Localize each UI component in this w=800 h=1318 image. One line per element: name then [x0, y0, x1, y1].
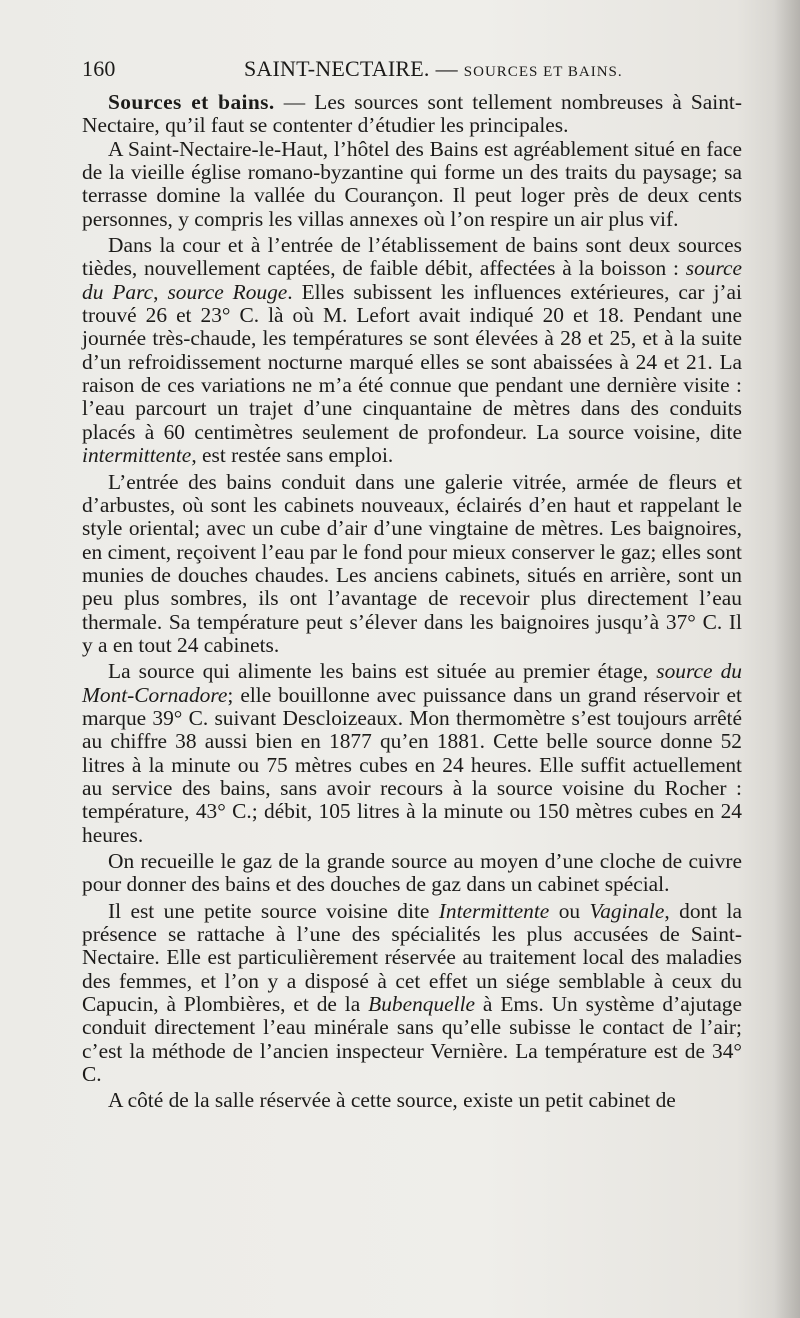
paragraph-text: A Saint-Nectaire-le-Haut, l’hôtel des Bains est agréablement situé en face de la vieille église romano-byzantine qui forme un des traits du paysage; sa terrasse domine la vallée du Courançon. Il peut loger près de deux cents personnes, y compris les villas annexes où l’on respire un air plus vif. [82, 136, 742, 231]
paragraph-text: L’entrée des bains conduit dans une galerie vitrée, armée de fleurs et d’arbustes, où sont les cabinets nouveaux, éclairés d’en haut et rappelant le style oriental; avec un cube d’air d’une vingtaine de mètres. Les baignoires, en ciment, reçoivent l’eau par le fond pour mieux conserver le gaz; elles sont munies de douches chaudes. Les anciens cabinets, situés en arrière, sont un peu plus sombres, ils ont l’avantage de recevoir plus directement l’eau thermale. Sa température peut s’élever dans les baignoires jusqu’à 37° C. Il y a en tout 24 cabinets. [82, 469, 742, 657]
italic-term: source du Mont-Cornadore [82, 659, 742, 707]
running-head-subtitle: SOURCES ET BAINS. [463, 64, 623, 80]
paragraph-text: , [153, 279, 168, 304]
paragraph-cour [82, 234, 742, 467]
running-head-title: SAINT-NECTAIRE. [244, 56, 430, 81]
italic-term: Intermittente [438, 898, 550, 923]
paragraph-text: Il est une petite source voisine dite [108, 898, 439, 923]
italic-term: intermittente [82, 443, 192, 468]
page-header [82, 56, 742, 86]
paragraph-text: ; elle bouillonne avec puissance dans un grand réservoir et marque 39° C. suivant Descloizeaux. Mon thermomètre s’est toujours arrêté au chiffre 38 aussi bien en 1877 qu’en 1881. Cette belle source donne 52 litres à la minute ou 75 mètres cubes en 24 heures. Elle suffit actuellement au service des bains, sans avoir recours à la source voisine du Rocher : température, 43° C.; débit, 105 litres à la minute ou 150 mètres cubes en 24 heures. [82, 682, 742, 847]
paragraph-text: — Les sources sont tellement nombreuses à Saint-Nectaire, qu’il faut se contenter d’étudier les principales. [82, 90, 742, 138]
paragraph-source-bains [82, 660, 742, 847]
spine-shadow [774, 0, 800, 1318]
paragraph-text: à Ems. Un système d’ajutage conduit directement l’eau minérale sans qu’elle subisse le contact de l’air; c’est la méthode de l’ancien inspecteur Vernière. La température est de 34° C. [82, 992, 742, 1087]
paragraph-text: . Elles subissent les influences extérieures, car j’ai trouvé 26 et 23° C. là où M. Lefort avait indiqué 20 et 18. Pendant une journée très-chaude, les températures se sont élevées à 28 et 25, et à la suite d’un refroidissement nocturne marqué elles se sont abaissées à 24 et 21. La raison de ces variations ne m’a été connue que pendant une dernière visite : l’eau parcourt un trajet d’une cinquantaine de mètres dans des conduits placés à 60 centimètres seulement de profondeur. La source voisine, dite [82, 279, 742, 444]
body-text [82, 91, 742, 1113]
running-head [244, 56, 623, 82]
page-number: 160 [82, 56, 116, 81]
paragraph-galerie [82, 471, 742, 658]
paragraph-intermittente [82, 900, 742, 1087]
paragraph-cabinet [82, 1089, 742, 1112]
italic-term: source du Parc [82, 256, 742, 304]
section-heading: Sources et bains. [108, 90, 275, 114]
italic-term: Vaginale [589, 898, 665, 923]
paragraph-text: A côté de la salle réservée à cette source, existe un petit cabinet de [108, 1088, 676, 1113]
italic-term: Bubenquelle [368, 992, 476, 1017]
paragraph-text: On recueille le gaz de la grande source au moyen d’une cloche de cuivre pour donner des bains et des douches de gaz dans un cabinet spécial. [82, 849, 742, 897]
paragraph-text: , est restée sans emploi. [191, 443, 394, 468]
paragraph-text: Dans la cour et à l’entrée de l’établissement de bains sont deux sources tièdes, nouvellement captées, de faible débit, affectées à la boisson : [82, 233, 742, 281]
italic-term: source Rouge [167, 279, 288, 304]
paragraph-hotel [82, 138, 742, 231]
paragraph-text: La source qui alimente les bains est située au premier étage, [108, 659, 657, 684]
paragraph-sources-et-bains [82, 91, 742, 138]
paragraph-text: ou [549, 898, 590, 923]
paragraph-text: , dont la présence se rattache à l’une des spécialités les plus accusées de Saint-Nectaire. Elle est particulièrement réservée au traitement local des maladies des femmes, et l’on y a disposé à cet effet un siége semblable à ceux du Capucin, à Plombières, et de la [82, 898, 742, 1017]
running-head-dash: — [435, 56, 458, 81]
paragraph-gaz [82, 850, 742, 897]
